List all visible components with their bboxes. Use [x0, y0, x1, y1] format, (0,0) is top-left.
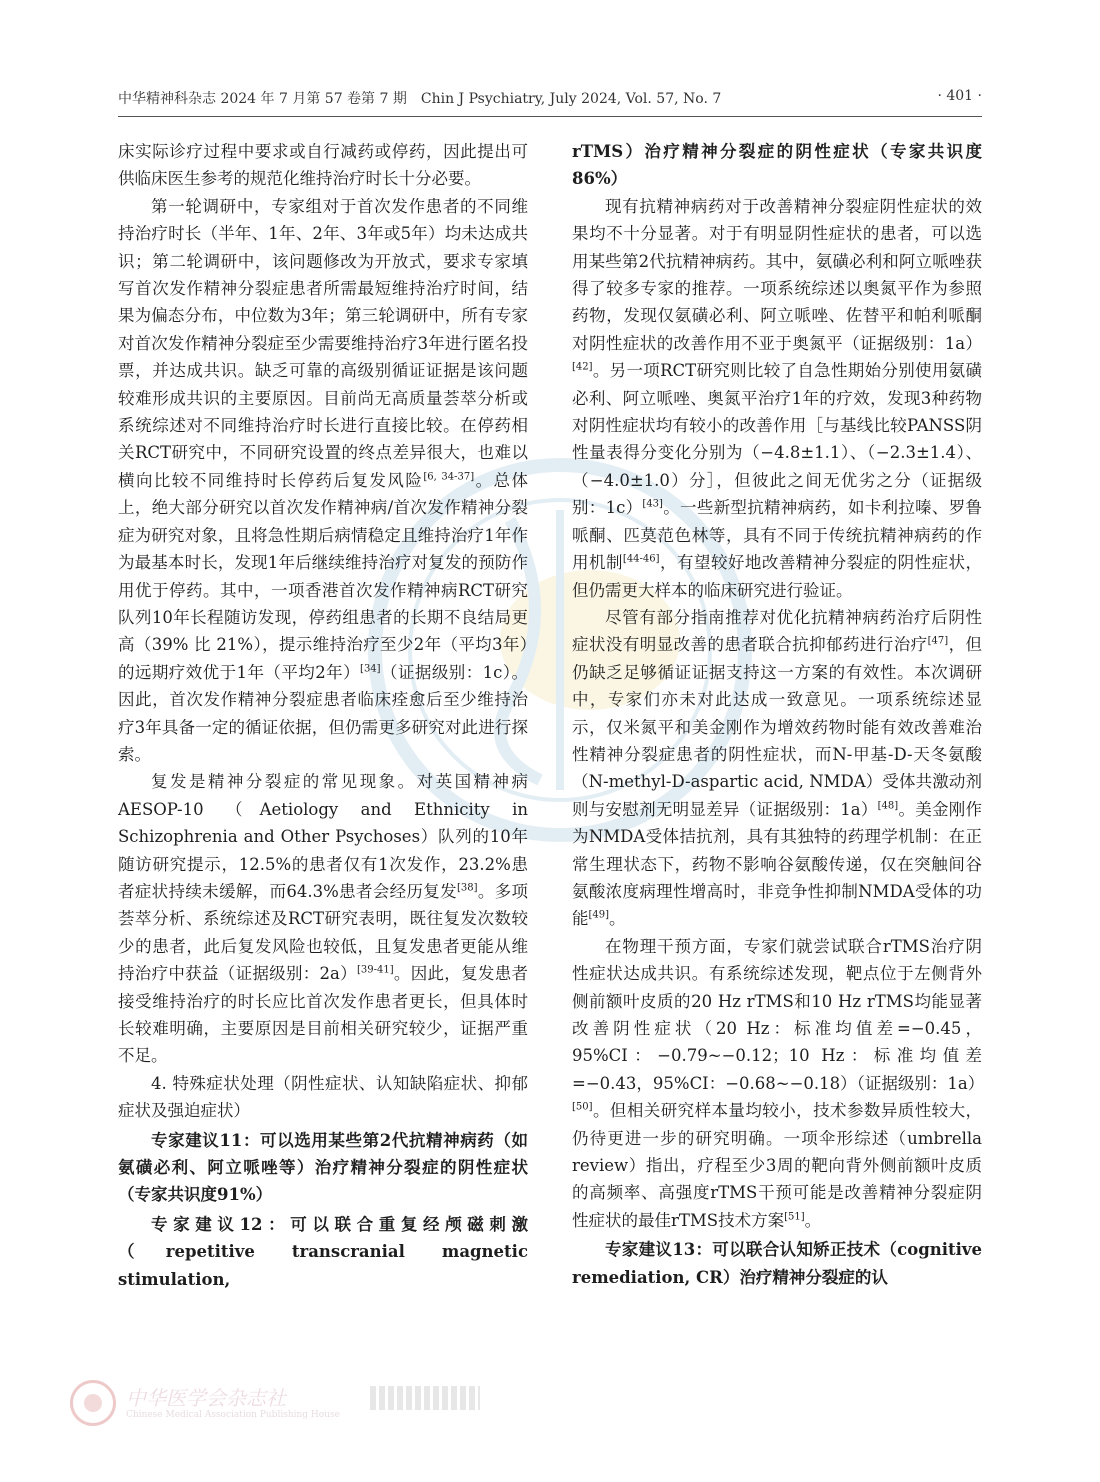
paragraph: 在物理干预方面，专家们就尝试联合rTMS治疗阴性症状达成共识。有系统综述发现，靶点位于左侧背外侧前额叶皮质的20 Hz rTMS和10 Hz rTMS均能显著改善阴性症状（20 Hz：标准均值差=−0.45，95%CI：−0.79~−0.12；10 Hz：标准均值差=−0.43，95%CI：−0.68~−0.18）（证据级别：1a）[50]。但相关研究样本量均较小，技术参数异质性较大，仍待更进一步的研究明确。一项伞形综述（umbrella review）指出，疗程至少3周的靶向背外侧前额叶皮质的高频率、高强度rTMS干预可能是改善精神分裂症阴性症状的最佳rTMS技术方案[51]。 — [572, 936, 985, 1230]
digital-watermark — [370, 1386, 480, 1410]
paragraph: 现有抗精神病药对于改善精神分裂症阴性症状的效果均不十分显著。对于有明显阴性症状的患者，可以选用某些第2代抗精神病药。其中，氨磺必利和阿立哌唑获得了较多专家的推荐。一项系统综述以奥氮平作为参照药物，发现仅氨磺必利、阿立哌唑、佐替平和帕利哌酮对阴性症状的改善作用不亚于奥氮平（证据级别：1a）[42]。另一项RCT研究则比较了自急性期始分别使用氨磺必利、阿立哌唑、奥氮平治疗1年的疗效，发现3种药物对阴性症状均有较小的改善作用［与基线比较PANSS阴性量表得分变化分别为（−4.8±1.1）、（−2.3±1.4）、（−4.0±1.0）分］，但彼此之间无优劣之分（证据级别：1c）[43]。一些新型抗精神病药，如卡利拉嗪、罗鲁哌酮、匹莫范色林等，具有不同于传统抗精神病药的作用机制[44-46]，有望较好地改善精神分裂症的阴性症状，但仍需更大样本的临床研究进行验证。 — [572, 196, 983, 600]
paragraph: 第一轮调研中，专家组对于首次发作患者的不同维持治疗时长（半年、1年、2年、3年或5年）均未达成共识；第二轮调研中，该问题修改为开放式，要求专家填写首次发作精神分裂症患者所需最短维持治疗时间，结果为偏态分布，中位数为3年；第三轮调研中，所有专家对首次发作精神分裂症至少需要维持治疗3年进行匿名投票，并达成共识。缺乏可靠的高级别循证证据是该问题较难形成共识的主要原因。目前尚无高质量荟萃分析或系统综述对不同维持治疗时长进行直接比较。在停药相关RCT研究中，不同研究设置的终点差异很大，也难以横向比较不同维持时长停药后复发风险[6, 34-37]。总体上，绝大部分研究以首次发作精神病/首次发作精神分裂症为研究对象，且将急性期后病情稳定且维持治疗1年作为最基本时长，发现1年后继续维持治疗对复发的预防作用优于停药。其中，一项香港首次发作精神病RCT研究队列10年长程随访发现，停药组患者的长期不良结局更高（39% 比 21%），提示维持治疗至少2年（平均3年）的远期疗效优于1年（平均2年）[34]（证据级别：1c）。因此，首次发作精神分裂症患者临床痊愈后至少维持治疗3年具备一定的循证依据，但仍需更多研究对此进行探索。 — [118, 196, 529, 764]
citation-ref[interactable]: [38] — [456, 882, 478, 894]
expert-recommendation-12: 专家建议12：可以联合重复经颅磁刺激（repetitive transcranial magnetic stimulation, — [118, 1214, 528, 1289]
paragraph: 复发是精神分裂症的常见现象。对英国精神病 AESOP-10 （Aetiology and Ethnicity in Schizophrenia and Other Psychoses）队列的10年随访研究提示，12.5%的患者仅有1次发作，23.2%患者症状持续未缓解，而64.3%患者会经历复发[38]。多项荟萃分析、系统综述及RCT研究表明，既往复发次数较少的患者，此后复发风险也较低，且复发患者更能从维持治疗中获益（证据级别：2a）[39-41]。因此，复发患者接受维持治疗的时长应比首次发作患者更长，但具体时长较难明确，主要原因是目前相关研究较少，证据严重不足。 — [118, 772, 529, 1066]
citation-ref[interactable]: [34] — [360, 663, 381, 675]
running-header — [118, 88, 982, 110]
paragraph: 床实际诊疗过程中要求或自行减药或停药，因此提出可供临床医生参考的规范化维持治疗时长十分必要。 — [118, 142, 528, 189]
citation-ref[interactable]: [44-46] — [622, 553, 660, 565]
citation-ref[interactable]: [39-41] — [356, 964, 394, 976]
page-number: · 401 · — [937, 88, 982, 104]
expert-recommendation-13: 专家建议13：可以联合认知矫正技术（cognitive remediation, CR）治疗精神分裂症的认 — [572, 1240, 982, 1287]
journal-citation: 中华精神科杂志 2024 年 7 月第 57 卷第 7 期 Chin J Psychiatry, July 2024, Vol. 57, No. 7 — [118, 91, 722, 107]
citation-ref[interactable]: [6, 34-37] — [423, 471, 475, 483]
citation-ref[interactable]: [42] — [572, 361, 593, 373]
publisher-name-en: Chinese Medical Association Publishing House — [126, 1410, 340, 1420]
publisher-logo — [70, 1380, 490, 1430]
citation-ref[interactable]: [49] — [588, 909, 610, 921]
citation-ref[interactable]: [43] — [642, 498, 663, 510]
left-column — [118, 138, 528, 1293]
expert-recommendation-11: 专家建议11：可以选用某些第2代抗精神病药（如氨磺必利、阿立哌唑等）治疗精神分裂症的阴性症状（专家共识度91%） — [118, 1130, 528, 1205]
section-heading: 4. 特殊症状处理（阴性症状、认知缺陷症状、抑郁症状及强迫症状） — [118, 1073, 528, 1121]
citation-ref[interactable]: [50] — [572, 1101, 593, 1113]
citation-ref[interactable]: [47] — [927, 635, 949, 647]
expert-recommendation-12-continued: rTMS）治疗精神分裂症的阴性症状（专家共识度86%） — [572, 142, 982, 189]
header-rule — [118, 116, 982, 117]
paragraph: 尽管有部分指南推荐对优化抗精神病药治疗后阴性症状没有明显改善的患者联合抗抑郁药进行治疗[47]，但仍缺乏足够循证证据支持这一方案的有效性。本次调研中，专家们亦未对此达成一致意见。一项系统综述显示，仅米氮平和美金刚作为增效药物时能有效改善难治性精神分裂症患者的阴性症状，而N-甲基-D-天冬氨酸（N-methyl-D-aspartic acid, NMDA）受体共激动剂则与安慰剂无明显差异（证据级别：1a）[48]。美金刚作为NMDA受体拮抗剂，具有其独特的药理学机制：在正常生理状态下，药物不影响谷氨酸传递，仅在突触间谷氨酸浓度病理性增高时，非竞争性抑制NMDA受体的功能[49]。 — [572, 607, 983, 929]
citation-ref[interactable]: [48] — [877, 800, 899, 812]
right-column — [572, 138, 985, 1291]
citation-ref[interactable]: [51] — [784, 1211, 805, 1223]
publisher-seal-icon — [70, 1380, 116, 1426]
publisher-name: 中华医学会杂志社 — [126, 1386, 286, 1410]
